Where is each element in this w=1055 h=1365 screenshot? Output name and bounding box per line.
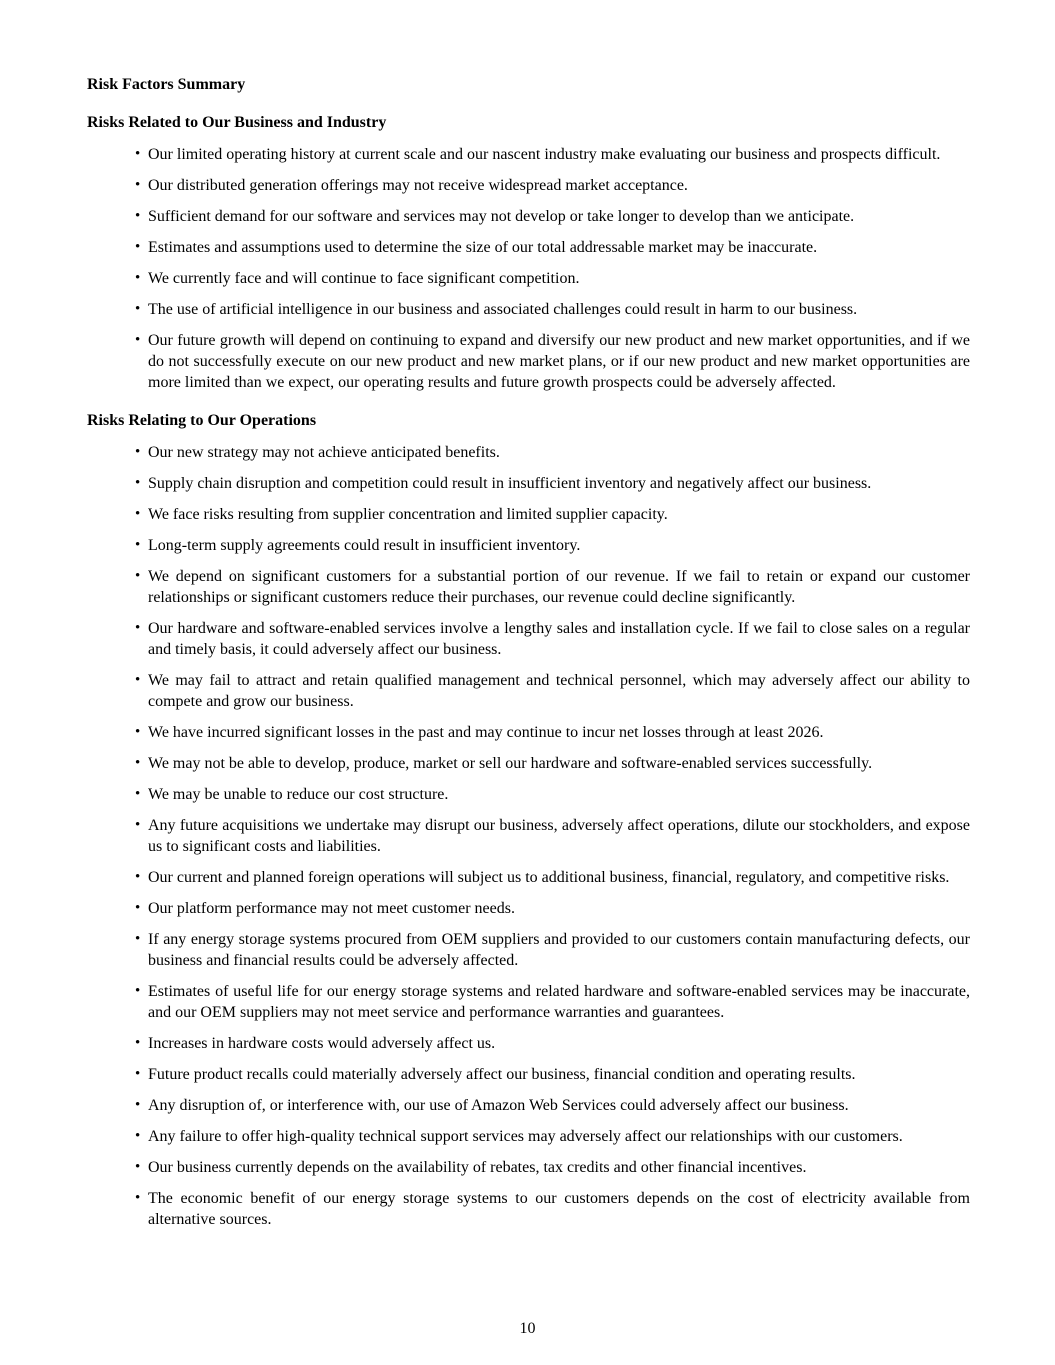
bullet-item — [87, 815, 970, 857]
bullet-item — [87, 722, 970, 743]
bullet-text: Our hardware and software-enabled services involve a lengthy sales and installation cycle. If we fail to close sales on a regular and timely basis, it could adversely affect our business. — [148, 620, 970, 658]
bullet-text: Future product recalls could materially adversely affect our business, financial condition and operating results. — [148, 1066, 856, 1083]
bullet-text: We may not be able to develop, produce, market or sell our hardware and software-enabled services successfully. — [148, 755, 873, 772]
bullet-marker-icon: • — [135, 1097, 141, 1113]
section-heading: Risks Related to Our Business and Industry — [87, 114, 387, 131]
bullet-text: Our distributed generation offerings may not receive widespread market acceptance. — [148, 177, 688, 194]
bullet-marker-icon: • — [135, 475, 141, 491]
bullet-text: Our business currently depends on the availability of rebates, tax credits and other financial incentives. — [148, 1159, 807, 1176]
bullet-item — [87, 1188, 970, 1230]
page-number: 10 — [519, 1320, 536, 1337]
bullet-marker-icon: • — [135, 444, 141, 460]
bullet-marker-icon: • — [135, 983, 141, 999]
bullet-marker-icon: • — [135, 1035, 141, 1051]
bullet-marker-icon: • — [135, 146, 141, 162]
bullet-item — [87, 753, 970, 774]
bullet-item — [87, 618, 970, 660]
bullet-item — [87, 330, 970, 393]
bullet-marker-icon: • — [135, 1190, 141, 1206]
sections-container — [87, 112, 970, 1240]
bullet-marker-icon: • — [135, 177, 141, 193]
bullet-marker-icon: • — [135, 931, 141, 947]
bullet-text: Our future growth will depend on continuing to expand and diversify our new product and new market opportunities, and if we do not successfully execute on our new product and new market plans, or if our new product and new market opportunities are more limited than we expect, our operating results and future growth prospects could be adversely affected. — [148, 332, 970, 391]
bullet-text: If any energy storage systems procured from OEM suppliers and provided to our customers contain manufacturing defects, our business and financial results could be adversely affected. — [148, 931, 970, 969]
bullet-item — [87, 1157, 970, 1178]
bullet-text: We currently face and will continue to face significant competition. — [148, 270, 580, 287]
bullet-text: Estimates and assumptions used to determine the size of our total addressable market may be inaccurate. — [148, 239, 818, 256]
bullet-text: We have incurred significant losses in the past and may continue to incur net losses through at least 2026. — [148, 724, 824, 741]
section-heading: Risks Relating to Our Operations — [87, 412, 317, 429]
bullet-marker-icon: • — [135, 900, 141, 916]
bullet-text: Any future acquisitions we undertake may disrupt our business, adversely affect operations, dilute our stockholders, and expose us to significant costs and liabilities. — [148, 817, 970, 855]
bullet-item — [87, 1095, 970, 1116]
bullet-item — [87, 504, 970, 525]
bullet-marker-icon: • — [135, 755, 141, 771]
bullet-marker-icon: • — [135, 1128, 141, 1144]
bullet-text: Supply chain disruption and competition could result in insufficient inventory and negatively affect our business. — [148, 475, 872, 492]
bullet-text: Our current and planned foreign operations will subject us to additional business, financial, regulatory, and competitive risks. — [148, 869, 950, 886]
bullet-text: Our limited operating history at current scale and our nascent industry make evaluating our business and prospects difficult. — [148, 146, 941, 163]
bullet-marker-icon: • — [135, 817, 141, 833]
page-title: Risk Factors Summary — [87, 76, 246, 93]
bullet-item — [87, 784, 970, 805]
bullet-text: Long-term supply agreements could result in insufficient inventory. — [148, 537, 581, 554]
bullet-text: The use of artificial intelligence in our business and associated challenges could result in harm to our business. — [148, 301, 858, 318]
bullet-marker-icon: • — [135, 568, 141, 584]
bullet-item — [87, 566, 970, 608]
bullet-item — [87, 1033, 970, 1054]
bullet-text: Any failure to offer high-quality technical support services may adversely affect our relationships with our customers. — [148, 1128, 903, 1145]
bullet-item — [87, 1126, 970, 1147]
bullet-text: We depend on significant customers for a substantial portion of our revenue. If we fail to retain or expand our customer relationships or significant customers reduce their purchases, our revenue could decline significantly. — [148, 568, 970, 606]
bullet-item — [87, 175, 970, 196]
bullet-marker-icon: • — [135, 239, 141, 255]
bullet-marker-icon: • — [135, 724, 141, 740]
bullet-marker-icon: • — [135, 620, 141, 636]
bullet-item — [87, 929, 970, 971]
bullet-marker-icon: • — [135, 1159, 141, 1175]
bullet-marker-icon: • — [135, 672, 141, 688]
bullet-marker-icon: • — [135, 208, 141, 224]
bullet-item — [87, 1064, 970, 1085]
bullet-item — [87, 237, 970, 258]
bullet-item — [87, 981, 970, 1023]
bullet-marker-icon: • — [135, 537, 141, 553]
bullet-text: We may be unable to reduce our cost structure. — [148, 786, 449, 803]
bullet-marker-icon: • — [135, 786, 141, 802]
bullet-item — [87, 473, 970, 494]
bullet-text: Our platform performance may not meet customer needs. — [148, 900, 515, 917]
bullet-item — [87, 268, 970, 289]
bullet-text: Increases in hardware costs would adversely affect us. — [148, 1035, 496, 1052]
bullet-item — [87, 898, 970, 919]
bullet-marker-icon: • — [135, 270, 141, 286]
bullet-item — [87, 299, 970, 320]
bullet-text: We may fail to attract and retain qualified management and technical personnel, which may adversely affect our ability to compete and grow our business. — [148, 672, 970, 710]
bullet-text: Our new strategy may not achieve anticipated benefits. — [148, 444, 500, 461]
bullet-text: The economic benefit of our energy storage systems to our customers depends on the cost of electricity available from alternative sources. — [148, 1190, 970, 1228]
bullet-item — [87, 144, 970, 165]
bullet-marker-icon: • — [135, 301, 141, 317]
bullet-marker-icon: • — [135, 1066, 141, 1082]
bullet-marker-icon: • — [135, 506, 141, 522]
bullet-item — [87, 535, 970, 556]
bullet-marker-icon: • — [135, 332, 141, 348]
bullet-text: Any disruption of, or interference with, our use of Amazon Web Services could adversely affect our business. — [148, 1097, 849, 1114]
bullet-item — [87, 442, 970, 463]
bullet-item — [87, 867, 970, 888]
bullet-text: We face risks resulting from supplier concentration and limited supplier capacity. — [148, 506, 668, 523]
bullet-item — [87, 670, 970, 712]
bullet-text: Sufficient demand for our software and services may not develop or take longer to develop than we anticipate. — [148, 208, 855, 225]
bullet-item — [87, 206, 970, 227]
risk-section — [87, 112, 970, 393]
bullet-marker-icon: • — [135, 869, 141, 885]
bullet-text: Estimates of useful life for our energy storage systems and related hardware and software-enabled services may be inaccurate, and our OEM suppliers may not meet service and performance warranties and guarantees. — [148, 983, 970, 1021]
risk-section — [87, 410, 970, 1230]
